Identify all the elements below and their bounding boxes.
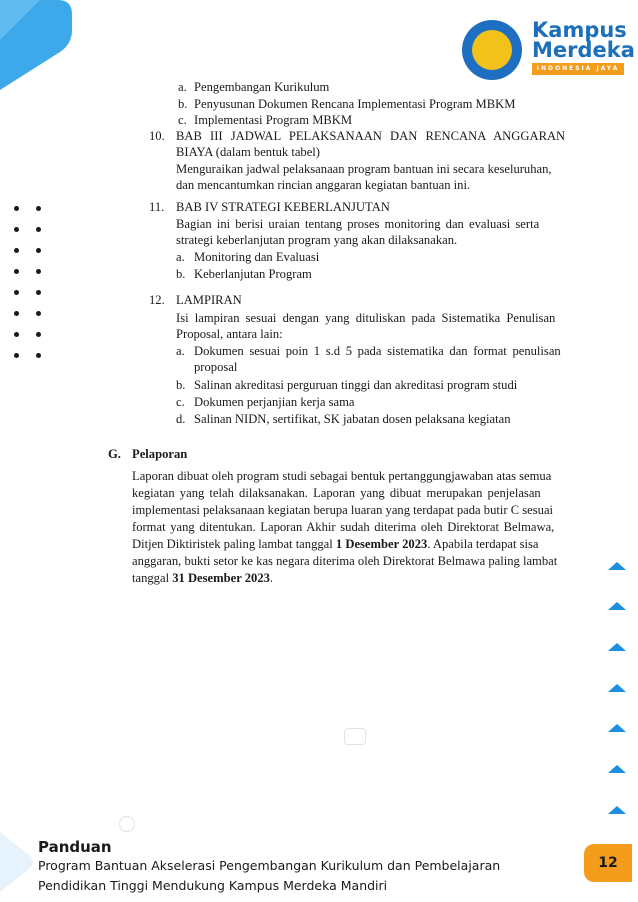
list-item-text: Proposal, antara lain: bbox=[176, 327, 283, 341]
paragraph-line: Laporan dibuat oleh program studi sebagai bentuk pertanggungjawaban atas semua bbox=[132, 469, 552, 483]
tut-wuri-handayani-emblem bbox=[462, 20, 522, 80]
list-item-title: BAB IV STRATEGI KEBERLANJUTAN bbox=[176, 200, 390, 214]
paragraph-line: tanggal 31 Desember 2023. bbox=[132, 571, 274, 585]
deadline-date: 1 Desember 2023 bbox=[335, 537, 428, 551]
list-marker: b. bbox=[176, 378, 186, 392]
arrow-up-icon bbox=[608, 806, 626, 814]
deadline-date: 31 Desember 2023 bbox=[172, 571, 270, 585]
list-item: Salinan akreditasi perguruan tinggi dan akreditasi program studi bbox=[194, 378, 518, 392]
list-item: proposal bbox=[194, 360, 238, 374]
paragraph-line: kegiatan yang telah dilaksanakan. Laporan yang dibuat merupakan penjelasan bbox=[132, 486, 541, 500]
page-footer bbox=[0, 826, 638, 902]
arrow-up-icon bbox=[608, 562, 626, 570]
list-marker: c. bbox=[178, 113, 187, 127]
list-item: Pengembangan Kurikulum bbox=[194, 80, 330, 94]
paragraph-line: format yang ditentukan. Laporan Akhir sudah diterima oleh Direktorat Belmawa, bbox=[132, 520, 555, 534]
section-title: Pelaporan bbox=[132, 447, 188, 461]
list-item-text: strategi keberlanjutan program yang akan dilaksanakan. bbox=[176, 233, 458, 247]
footer-title: Panduan bbox=[38, 838, 112, 856]
paragraph-line: implementasi pelaksanaan kegiatan berupa luaran yang terdapat pada butir C sesuai bbox=[132, 503, 554, 517]
list-item: Monitoring dan Evaluasi bbox=[194, 250, 320, 264]
list-marker: a. bbox=[178, 80, 187, 94]
list-item: Implementasi Program MBKM bbox=[194, 113, 353, 127]
list-marker: b. bbox=[176, 267, 186, 281]
arrow-up-icon bbox=[608, 765, 626, 773]
list-item: Penyusunan Dokumen Rencana Implementasi Program MBKM bbox=[194, 97, 516, 111]
list-item: Salinan NIDN, sertifikat, SK jabatan dosen pelaksana kegiatan bbox=[194, 412, 511, 426]
list-number: 11. bbox=[149, 200, 165, 214]
corner-decoration bbox=[0, 0, 80, 90]
list-item-title: BIAYA (dalam bentuk tabel) bbox=[176, 145, 320, 159]
list-item-text: Menguraikan jadwal pelaksanaan program bantuan ini secara keseluruhan, bbox=[176, 162, 552, 176]
footer-subtitle-line2: Pendidikan Tinggi Mendukung Kampus Merdeka Mandiri bbox=[38, 878, 388, 893]
list-marker: c. bbox=[176, 395, 185, 409]
logo-title-line2: Merdeka bbox=[532, 38, 635, 62]
list-item: Dokumen perjanjian kerja sama bbox=[194, 395, 355, 409]
kampus-merdeka-logo bbox=[462, 18, 635, 82]
list-item-text: Bagian ini berisi uraian tentang proses monitoring dan evaluasi serta bbox=[176, 217, 540, 231]
arrow-up-icon bbox=[608, 684, 626, 692]
footer-subtitle-line1: Program Bantuan Akselerasi Pengembangan Kurikulum dan Pembelajaran bbox=[38, 858, 501, 873]
list-marker: a. bbox=[176, 344, 185, 358]
logo-title-line1: Kampus bbox=[532, 18, 627, 42]
section-label: G. bbox=[108, 447, 121, 461]
list-marker: a. bbox=[176, 250, 185, 264]
arrow-up-icon bbox=[608, 643, 626, 651]
logo-subtitle: INDONESIA JAYA bbox=[532, 63, 624, 75]
list-item-title: BAB III JADWAL PELAKSANAAN DAN RENCANA ANGGARAN bbox=[176, 129, 566, 143]
list-marker: d. bbox=[176, 412, 186, 426]
paragraph-line: anggaran, bukti setor ke kas negara diterima oleh Direktorat Belmawa paling lambat bbox=[132, 554, 558, 568]
arrow-up-icon bbox=[608, 602, 626, 610]
list-number: 10. bbox=[149, 129, 165, 143]
list-item: Keberlanjutan Program bbox=[194, 267, 312, 281]
page-number: 12 bbox=[584, 844, 632, 882]
list-item-text: Isi lampiran sesuai dengan yang dituliskan pada Sistematika Penulisan bbox=[176, 311, 556, 325]
list-item-title: LAMPIRAN bbox=[176, 293, 242, 307]
list-item-text: dan mencantumkan rincian anggaran kegiatan bantuan ini. bbox=[176, 178, 471, 192]
arrow-up-icon bbox=[608, 724, 626, 732]
camera-watermark-icon bbox=[344, 728, 366, 745]
list-item: Dokumen sesuai poin 1 s.d 5 pada sistematika dan format penulisan bbox=[194, 344, 561, 358]
list-number: 12. bbox=[149, 293, 165, 307]
paragraph-line: Ditjen Diktiristek paling lambat tanggal 1 Desember 2023. Apabila terdapat sisa bbox=[132, 537, 539, 551]
list-marker: b. bbox=[178, 97, 188, 111]
